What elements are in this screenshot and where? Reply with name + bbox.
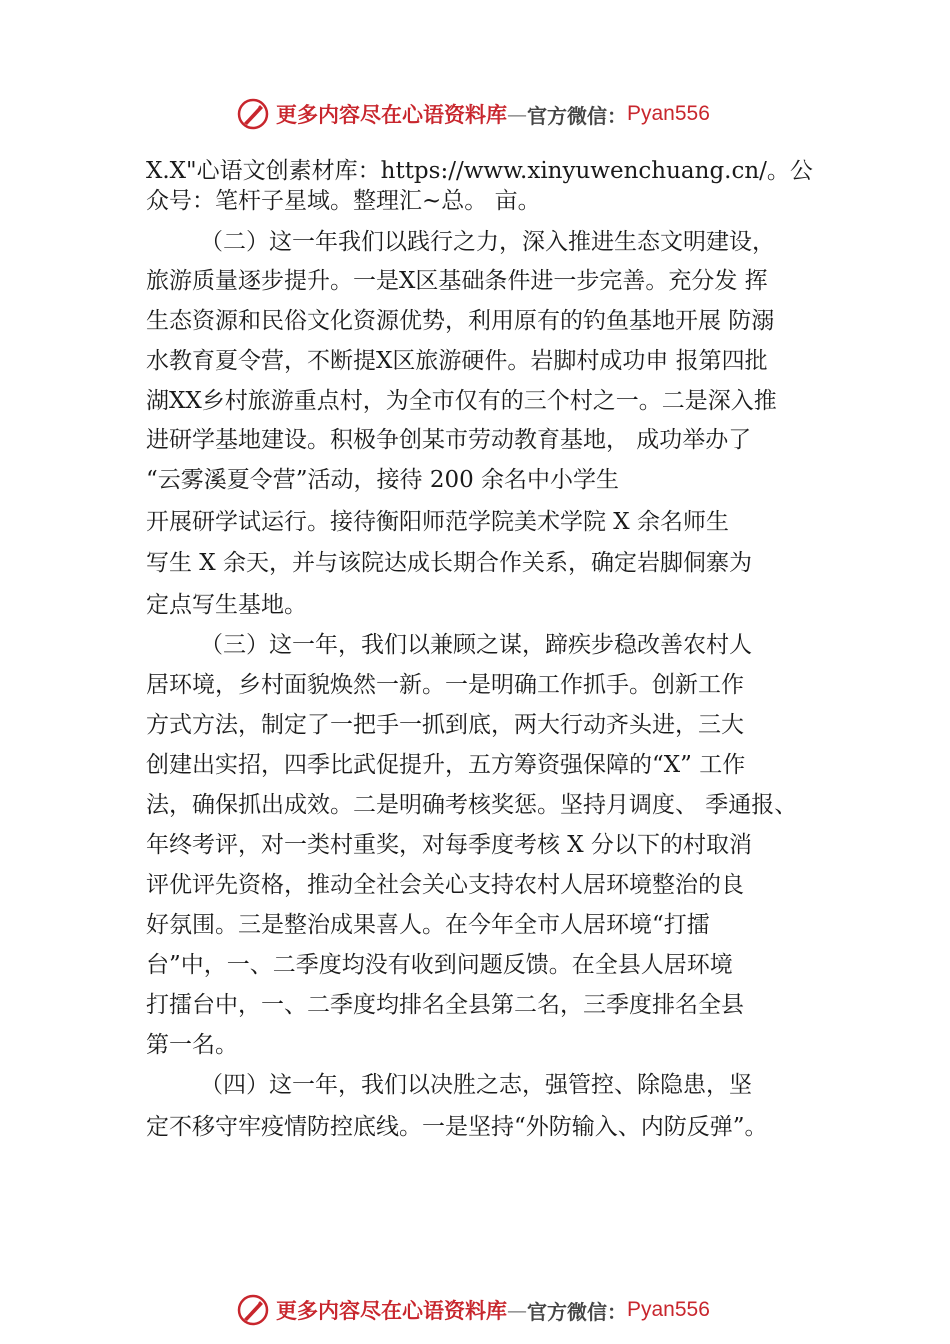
banner-wechat-id: Pyan556 bbox=[627, 102, 710, 125]
text-line: （二）这一年我们以践行之力，深入推进生态文明建设， bbox=[200, 229, 775, 255]
banner-wechat-label: 官方微信： bbox=[527, 103, 627, 128]
text-line: X.X"心语文创素材库：https://www.xinyuwenchuang.cn/。公 bbox=[146, 158, 813, 184]
text-line: 众号：笔杆子星域。整理汇~总。 亩。 bbox=[146, 188, 541, 214]
text-line: 旅游质量逐步提升。一是X区基础条件进一步完善。充分发 挥 bbox=[146, 268, 768, 294]
banner-wechat-id: Pyan556 bbox=[627, 1298, 710, 1321]
banner-separator: — bbox=[507, 102, 527, 126]
text-line: 定点写生基地。 bbox=[146, 592, 307, 618]
banner-separator: — bbox=[507, 1298, 527, 1322]
text-line: 开展研学试运行。接待衡阳师范学院美术学院 X 余名师生 bbox=[146, 509, 729, 535]
text-line: 居环境，乡村面貌焕然一新。一是明确工作抓手。创新工作 bbox=[146, 672, 744, 698]
text-line: 定不移守牢疫情防控底线。一是坚持“外防输入、内防反弹”。 bbox=[146, 1114, 768, 1140]
header-banner bbox=[236, 94, 710, 134]
text-line: 打擂台中，一、二季度均排名全县第二名，三季度排名全县 bbox=[146, 992, 744, 1018]
banner-brand: 更多内容尽在心语资料库 bbox=[276, 1298, 507, 1323]
text-line: 进研学基地建设。积极争创某市劳动教育基地， 成功举办了 bbox=[146, 427, 752, 453]
text-line: 台”中，一、二季度均没有收到问题反馈。在全县人居环境 bbox=[146, 952, 733, 978]
text-line: 方式方法，制定了一把手一抓到底，两大行动齐头进，三大 bbox=[146, 712, 744, 738]
text-line: “云雾溪夏令营”活动，接待 200 余名中小学生 bbox=[146, 467, 620, 493]
text-line: 第一名。 bbox=[146, 1032, 238, 1058]
text-line: 法，确保抓出成效。二是明确考核奖惩。坚持月调度、 季通报、 bbox=[146, 792, 798, 818]
text-line: 生态资源和民俗文化资源优势，利用原有的钓鱼基地开展 防溺 bbox=[146, 308, 775, 334]
text-line: 创建出实招，四季比武促提升，五方筹资强保障的“X” 工作 bbox=[146, 752, 746, 778]
text-line: （三）这一年，我们以兼顾之谋，蹄疾步稳改善农村人 bbox=[200, 632, 752, 658]
text-line: 写生 X 余天，并与该院达成长期合作关系，确定岩脚侗寨为 bbox=[146, 550, 752, 576]
text-line: （四）这一年，我们以决胜之志，强管控、除隐患，坚 bbox=[200, 1072, 752, 1098]
text-line: 好氛围。三是整治成果喜人。在今年全市人居环境“打擂 bbox=[146, 912, 710, 938]
text-line: 湖XX乡村旅游重点村，为全市仅有的三个村之一。二是深入推 bbox=[146, 388, 777, 414]
banner-brand: 更多内容尽在心语资料库 bbox=[276, 102, 507, 127]
text-line: 年终考评，对一类村重奖，对每季度考核 X 分以下的村取消 bbox=[146, 832, 752, 858]
banner-wechat-label: 官方微信： bbox=[527, 1299, 627, 1324]
quill-pen-icon bbox=[236, 1293, 270, 1327]
footer-banner bbox=[236, 1290, 710, 1330]
text-line: 评优评先资格，推动全社会关心支持农村人居环境整治的良 bbox=[146, 872, 744, 898]
quill-pen-icon bbox=[236, 97, 270, 131]
text-line: 水教育夏令营，不断提X区旅游硬件。岩脚村成功申 报第四批 bbox=[146, 348, 768, 374]
